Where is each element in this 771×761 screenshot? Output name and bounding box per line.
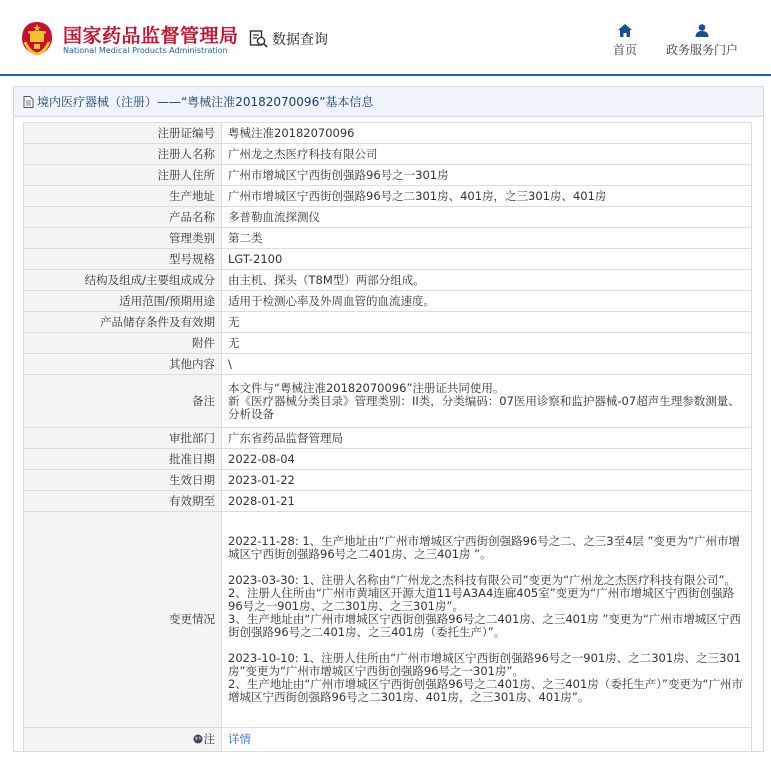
field-label: 生效日期 bbox=[24, 470, 222, 491]
remarks-value bbox=[222, 375, 752, 428]
table-row bbox=[24, 375, 752, 428]
change-entry: 2023-10-10: 1、注册人住所由“广州市增城区宁西街创强路96号之一901房、之二301房、之三301房”变更为“广州市增城区宁西街创强路96号之一301房”。 2、生产地址由“广州市增城区宁西街创强路96号之二401房、之三401房（委托生产）”变更为“广州市增城区宁西街创强路96号之二301房、401房，之三301房、401房”。 bbox=[228, 651, 743, 704]
nav-portal-label: 政务服务门户 bbox=[665, 43, 738, 57]
field-label: 产品储存条件及有效期 bbox=[24, 312, 222, 333]
table-row bbox=[24, 291, 752, 312]
field-value: 由主机、探头（T8M型）两部分组成。 bbox=[222, 270, 752, 291]
table-row bbox=[24, 470, 752, 491]
globe-icon bbox=[193, 734, 203, 744]
table-row bbox=[24, 249, 752, 270]
field-label: 注册人住所 bbox=[24, 165, 222, 186]
field-value: 广州市增城区宁西街创强路96号之一301房 bbox=[222, 165, 752, 186]
field-label: 其他内容 bbox=[24, 354, 222, 375]
field-value: 2022-08-04 bbox=[222, 449, 752, 470]
table-row bbox=[24, 728, 752, 752]
home-icon bbox=[618, 24, 632, 37]
field-value: 广州龙之杰医疗科技有限公司 bbox=[222, 144, 752, 165]
table-row bbox=[24, 512, 752, 728]
field-value: LGT-2100 bbox=[222, 249, 752, 270]
table-row bbox=[24, 428, 752, 449]
data-query-label: 数据查询 bbox=[272, 32, 328, 48]
table-row bbox=[24, 186, 752, 207]
nav-home[interactable] bbox=[607, 24, 643, 58]
field-label: 注册证编号 bbox=[24, 123, 222, 144]
field-value: 多普勒血流探测仪 bbox=[222, 207, 752, 228]
field-value: 2023-01-22 bbox=[222, 470, 752, 491]
field-value: 广州市增城区宁西街创强路96号之二301房、401房，之三301房、401房 bbox=[222, 186, 752, 207]
site-header bbox=[0, 0, 771, 76]
national-emblem-icon bbox=[20, 20, 54, 56]
table-row bbox=[24, 312, 752, 333]
note-label-cell bbox=[24, 728, 222, 752]
changes-value bbox=[222, 512, 752, 728]
field-value: 第二类 bbox=[222, 228, 752, 249]
panel-title-bar bbox=[14, 87, 763, 117]
panel-title: 境内医疗器械（注册）——“粤械注准20182070096”基本信息 bbox=[37, 95, 374, 109]
document-icon bbox=[23, 96, 34, 108]
device-info-panel bbox=[13, 86, 764, 752]
field-label: 有效期至 bbox=[24, 491, 222, 512]
field-label: 适用范围/预期用途 bbox=[24, 291, 222, 312]
note-value bbox=[222, 728, 752, 752]
field-label: 审批部门 bbox=[24, 428, 222, 449]
field-label: 产品名称 bbox=[24, 207, 222, 228]
table-row bbox=[24, 123, 752, 144]
user-icon bbox=[695, 24, 709, 37]
data-search-icon bbox=[249, 29, 269, 49]
remarks-line: 新《医疗器械分类目录》管理类别：II类，分类编码：07医用诊察和监护器械-07超声生理参数测量、分析设备 bbox=[228, 393, 740, 421]
device-info-table bbox=[23, 122, 752, 752]
field-label: 管理类别 bbox=[24, 228, 222, 249]
field-value: \ bbox=[222, 354, 752, 375]
table-row bbox=[24, 354, 752, 375]
field-label: 备注 bbox=[24, 375, 222, 428]
field-value: 广东省药品监督管理局 bbox=[222, 428, 752, 449]
field-label: 型号规格 bbox=[24, 249, 222, 270]
field-label: 结构及组成/主要组成成分 bbox=[24, 270, 222, 291]
nav-home-label: 首页 bbox=[612, 43, 637, 57]
field-label: 批准日期 bbox=[24, 449, 222, 470]
nav-service-portal[interactable] bbox=[663, 24, 741, 58]
field-value: 适用于检测心率及外周血管的血流速度。 bbox=[222, 291, 752, 312]
remarks-line: 本文件与“粤械注准20182070096”注册证共同使用。 bbox=[228, 380, 505, 395]
table-row bbox=[24, 207, 752, 228]
change-entry: 2022-11-28: 1、生产地址由“广州市增城区宁西街创强路96号之二、之三3至4层 ”变更为“广州市增城区宁西街创强路96号之二401房、之三401房 ”。 bbox=[228, 534, 740, 561]
field-value: 无 bbox=[222, 312, 752, 333]
table-row bbox=[24, 165, 752, 186]
field-label: 注册人名称 bbox=[24, 144, 222, 165]
table-row bbox=[24, 449, 752, 470]
site-logo-subtitle: National Medical Products Administration bbox=[63, 46, 228, 55]
change-entry: 2023-03-30: 1、注册人名称由“广州龙之杰科技有限公司”变更为“广州龙之杰医疗科技有限公司”。 2、注册人住所由“广州市黄埔区开源大道11号A3A4连廊405室”变更为“广州市增城区宁西街创强路96号之一901房、之二301房、之三301房”。 3、生产地址由“广州市增城区宁西街创强路96号之二401房、之三401房 ”变更为“广州市增城区宁西街创强路96号之二401房、之三401房（委托生产）”。 bbox=[228, 573, 741, 639]
table-row bbox=[24, 228, 752, 249]
table-row bbox=[24, 333, 752, 354]
field-value: 2028-01-21 bbox=[222, 491, 752, 512]
table-row bbox=[24, 144, 752, 165]
field-label: 附件 bbox=[24, 333, 222, 354]
field-value: 粤械注准20182070096 bbox=[222, 123, 752, 144]
data-query-link[interactable] bbox=[249, 29, 328, 49]
field-label: 生产地址 bbox=[24, 186, 222, 207]
table-row bbox=[24, 270, 752, 291]
details-link[interactable]: 详情 bbox=[228, 732, 251, 746]
note-label: 注 bbox=[203, 732, 215, 746]
field-label: 变更情况 bbox=[24, 512, 222, 728]
table-row bbox=[24, 491, 752, 512]
site-logo-title[interactable]: 国家药品监督管理局 bbox=[63, 25, 239, 47]
field-value: 无 bbox=[222, 333, 752, 354]
